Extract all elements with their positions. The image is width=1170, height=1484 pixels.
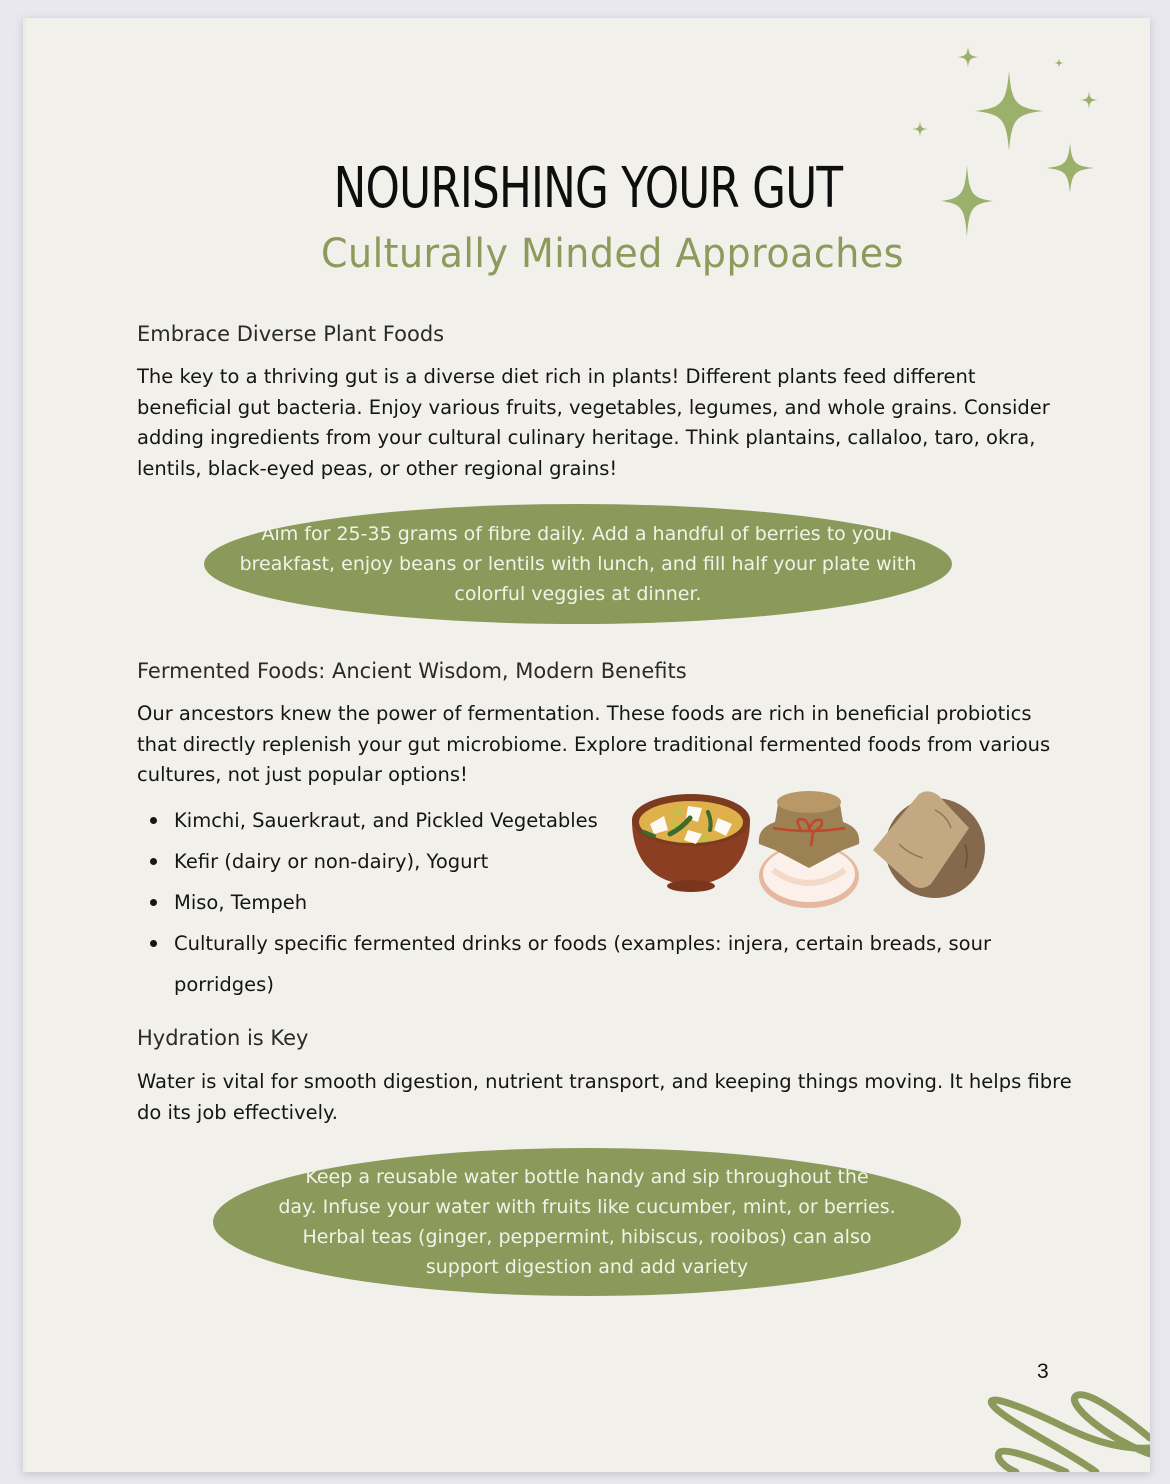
body-line: beneficial gut bacteria. Enjoy various fruits, vegetables, legumes, and whole grains. Consider	[137, 395, 1050, 419]
tip-line: Aim for 25-35 grams of fibre daily. Add a handful of berries to your	[261, 523, 895, 545]
section-heading-hydration: Hydration is Key	[137, 1026, 309, 1050]
list-item-text: porridges)	[174, 973, 274, 996]
body-line: do its job effectively.	[137, 1100, 338, 1124]
section-body-fermented-foods	[137, 699, 1050, 791]
body-line: that directly replenish your gut microbiome. Explore traditional fermented foods from various	[137, 732, 1051, 756]
body-line: Our ancestors knew the power of fermentation. These foods are rich in beneficial probiotics	[137, 702, 1032, 725]
body-line: cultures, not just popular options!	[137, 763, 468, 786]
list-item-text: Kimchi, Sauerkraut, and Pickled Vegetables	[174, 809, 598, 832]
body-line: adding ingredients from your cultural culinary heritage. Think plantains, callaloo, taro, okra,	[137, 426, 1036, 449]
list-item-text: Miso, Tempeh	[174, 891, 308, 914]
page-subtitle: Culturally Minded Approaches	[321, 231, 904, 277]
fibre-tip-callout	[204, 504, 952, 624]
tip-line: Keep a reusable water bottle handy and sip throughout the	[305, 1166, 869, 1188]
swirl-icon	[966, 1368, 1150, 1472]
document-page	[23, 18, 1150, 1472]
section-heading-plant-foods: Embrace Diverse Plant Foods	[137, 322, 445, 346]
list-item	[146, 923, 991, 1005]
tip-line: colorful veggies at dinner.	[454, 583, 702, 605]
body-line: lentils, black-eyed peas, or other regional grains!	[137, 456, 618, 480]
hydration-tip-callout	[213, 1148, 961, 1296]
list-item-text: Kefir (dairy or non-dairy), Yogurt	[174, 850, 489, 873]
tip-line: Herbal teas (ginger, peppermint, hibiscus, rooibos) can also	[302, 1226, 872, 1248]
body-line: The key to a thriving gut is a diverse diet rich in plants! Different plants feed different	[137, 365, 976, 388]
miso-soup-bowl-icon	[630, 788, 752, 893]
section-body-plant-foods	[137, 362, 1050, 484]
page-title: NOURISHING YOUR GUT	[333, 156, 843, 221]
page-number: 3	[1037, 1360, 1049, 1383]
tip-line: support digestion and add variety	[425, 1256, 749, 1278]
tip-line: day. Infuse your water with fruits like cucumber, mint, or berries.	[278, 1196, 896, 1218]
fermentation-jar-icon	[753, 788, 865, 910]
section-body-hydration	[137, 1067, 1072, 1128]
body-line: Water is vital for smooth digestion, nutrient transport, and keeping things moving. It helps fibre	[137, 1070, 1072, 1093]
list-item-text: Culturally specific fermented drinks or foods (examples: injera, certain breads, sour	[174, 932, 991, 955]
section-heading-fermented-foods: Fermented Foods: Ancient Wisdom, Modern Benefits	[137, 659, 687, 683]
bread-loaf-icon	[869, 788, 987, 898]
tip-line: breakfast, enjoy beans or lentils with lunch, and fill half your plate with	[239, 553, 917, 575]
